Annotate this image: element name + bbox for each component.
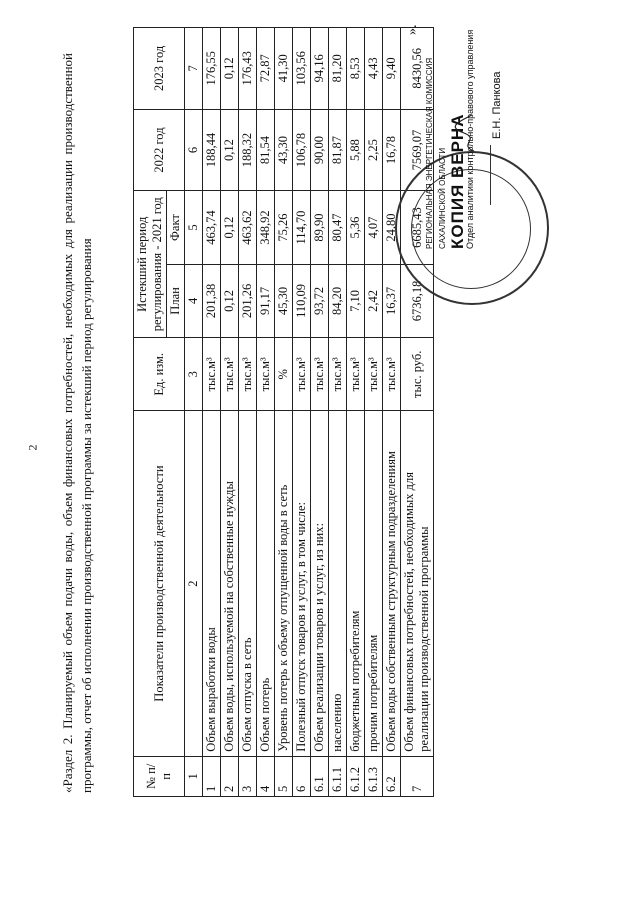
- cell-num: 7: [401, 756, 434, 796]
- index-cell: 4: [185, 264, 203, 337]
- cell-y2023: 9,40: [383, 28, 401, 110]
- cell-num: 6.1: [311, 756, 329, 796]
- cell-y2023: 176,55: [203, 28, 221, 110]
- cell-name: Объем выработки воды: [203, 411, 221, 756]
- cell-num: 6.1.2: [347, 756, 365, 796]
- cell-y2022: 90,00: [311, 109, 329, 191]
- cell-y2023: 8,53: [347, 28, 365, 110]
- cell-name: Уровень потерь к объему отпущенной воды в сеть: [275, 411, 293, 756]
- cell-plan: 110,09: [293, 264, 311, 337]
- cell-fact: 80,47: [329, 191, 347, 264]
- index-cell: 7: [185, 28, 203, 110]
- cell-plan: 45,30: [275, 264, 293, 337]
- cell-num: 5: [275, 756, 293, 796]
- cell-y2023: 8430,56: [401, 28, 434, 110]
- cell-y2023: 72,87: [257, 28, 275, 110]
- cell-num: 3: [239, 756, 257, 796]
- cell-fact: 6685,43: [401, 191, 434, 264]
- cell-fact: 24,80: [383, 191, 401, 264]
- table-row: [275, 28, 293, 797]
- cell-plan: 2,42: [365, 264, 383, 337]
- cell-fact: 75,26: [275, 191, 293, 264]
- cell-num: 4: [257, 756, 275, 796]
- cell-fact: 89,90: [311, 191, 329, 264]
- cell-fact: 463,62: [239, 191, 257, 264]
- page-number: 2: [25, 444, 40, 451]
- cell-unit: тыс.м³: [311, 338, 329, 411]
- cell-unit: тыс.м³: [203, 338, 221, 411]
- table-row: [365, 28, 383, 797]
- cell-name: Объем отпуска в сеть: [239, 411, 257, 756]
- cell-y2022: 16,78: [383, 109, 401, 191]
- cell-num: 6.1.1: [329, 756, 347, 796]
- cell-fact: 5,36: [347, 191, 365, 264]
- cell-unit: тыс.м³: [365, 338, 383, 411]
- stamp-title: КОПИЯ ВЕРНА: [448, 113, 467, 249]
- cell-fact: 348,92: [257, 191, 275, 264]
- cell-name: населению: [329, 411, 347, 756]
- cell-y2023: 94,16: [311, 28, 329, 110]
- index-row: [185, 28, 203, 797]
- cell-name: Объем воды, используемой на собственные нужды: [221, 411, 239, 756]
- table-row: [329, 28, 347, 797]
- cell-name: прочим потребителям: [365, 411, 383, 756]
- table-row: [203, 28, 221, 797]
- cell-name: бюджетным потребителям: [347, 411, 365, 756]
- cell-name: Объем потерь: [257, 411, 275, 756]
- cell-y2023: 0,12: [221, 28, 239, 110]
- index-cell: 5: [185, 191, 203, 264]
- header-period: Истекший период регулирования - 2021 год: [134, 191, 167, 338]
- section-heading: [58, 53, 96, 793]
- table-row: [383, 28, 401, 797]
- program-table: [133, 24, 434, 797]
- cell-unit: тыс.м³: [239, 338, 257, 411]
- cell-num: 6.1.3: [365, 756, 383, 796]
- cell-unit: тыс. руб.: [401, 338, 434, 411]
- cell-y2022: 5,88: [347, 109, 365, 191]
- cell-num: 1: [203, 756, 221, 796]
- cell-plan: 0,12: [221, 264, 239, 337]
- cell-num: 6.2: [383, 756, 401, 796]
- heading-line-2: реализации производственной программы, отчет об исполнении производственной программы за истекший период: [60, 52, 94, 793]
- index-cell: 1: [185, 756, 203, 796]
- table-row: [239, 28, 257, 797]
- cell-plan: 7,10: [347, 264, 365, 337]
- cell-name: Объем финансовых потребностей, необходимых для реализации производственной программы: [401, 411, 434, 756]
- table-row: [347, 28, 365, 797]
- cell-unit: тыс.м³: [383, 338, 401, 411]
- cell-y2022: 43,30: [275, 109, 293, 191]
- index-cell: 3: [185, 338, 203, 411]
- cell-plan: 6736,18: [401, 264, 434, 337]
- cell-y2023: 4,43: [365, 28, 383, 110]
- heading-line-1: «Раздел 2. Планируемый объем подачи воды, объем финансовых потребностей, необходимых для: [60, 229, 75, 793]
- cell-y2022: 2,25: [365, 109, 383, 191]
- header-fact: Факт: [167, 191, 185, 264]
- header-plan: План: [167, 264, 185, 337]
- table-row: [257, 28, 275, 797]
- cell-plan: 84,20: [329, 264, 347, 337]
- header-2022: 2022 год: [134, 109, 185, 191]
- cell-plan: 93,72: [311, 264, 329, 337]
- cell-y2022: 81,87: [329, 109, 347, 191]
- cell-unit: тыс.м³: [221, 338, 239, 411]
- cell-plan: 91,17: [257, 264, 275, 337]
- signature-line: [490, 145, 491, 205]
- header-2023: 2023 год: [134, 28, 185, 110]
- cell-num: 6: [293, 756, 311, 796]
- index-cell: 6: [185, 109, 203, 191]
- cell-fact: 4,07: [365, 191, 383, 264]
- cell-y2022: 0,12: [221, 109, 239, 191]
- table-row: [221, 28, 239, 797]
- cell-y2022: 7569,07: [401, 109, 434, 191]
- cell-fact: 463,74: [203, 191, 221, 264]
- cell-y2022: 188,32: [239, 109, 257, 191]
- cell-y2023: 41,30: [275, 28, 293, 110]
- cell-y2022: 106,78: [293, 109, 311, 191]
- cell-name: Полезный отпуск товаров и услуг, в том числе:: [293, 411, 311, 756]
- cell-plan: 201,38: [203, 264, 221, 337]
- cell-unit: %: [275, 338, 293, 411]
- cell-y2023: 103,56: [293, 28, 311, 110]
- stamp-ring-text: РЕГИОНАЛЬНАЯ ЭНЕРГЕТИЧЕСКАЯ КОМИССИЯ САХАЛИНСКОЙ ОБЛАСТИ: [425, 57, 447, 249]
- cell-plan: 16,37: [383, 264, 401, 337]
- table-row: [311, 28, 329, 797]
- cell-name: Объем реализации товаров и услуг, из них:: [311, 411, 329, 756]
- closing-quote: ».: [405, 24, 420, 35]
- cell-fact: 114,70: [293, 191, 311, 264]
- index-cell: 2: [185, 411, 203, 756]
- header-num: № п/п: [134, 756, 185, 796]
- stamp-signer: Е.Н. Панкова: [491, 71, 503, 139]
- cell-name: Объем воды собственным структурным подразделениям: [383, 411, 401, 756]
- cell-y2022: 81,54: [257, 109, 275, 191]
- stamp-department: Отдел аналитики контрольно-правового управления: [465, 29, 475, 249]
- cell-unit: тыс.м³: [293, 338, 311, 411]
- header-name: Показатели производственной деятельности: [134, 411, 185, 756]
- heading-line-3: регулирования: [79, 238, 94, 321]
- cell-unit: тыс.м³: [257, 338, 275, 411]
- table-body: [203, 28, 434, 797]
- header-unit: Ед. изм.: [134, 338, 185, 411]
- rotated-page: [0, 5, 620, 905]
- table-row: [293, 28, 311, 797]
- cell-unit: тыс.м³: [347, 338, 365, 411]
- cell-y2023: 176,43: [239, 28, 257, 110]
- cell-y2023: 81,20: [329, 28, 347, 110]
- cell-fact: 0,12: [221, 191, 239, 264]
- signature-icon: [454, 113, 482, 153]
- cell-y2022: 188,44: [203, 109, 221, 191]
- cell-num: 2: [221, 756, 239, 796]
- cell-plan: 201,26: [239, 264, 257, 337]
- cell-unit: тыс.м³: [329, 338, 347, 411]
